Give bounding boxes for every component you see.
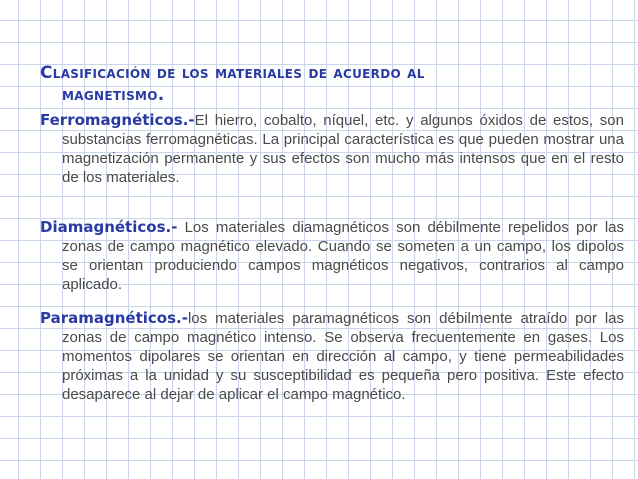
term-paramagneticos: Paramagnéticos.- bbox=[40, 309, 188, 327]
text-ferromagneticos: El hierro, cobalto, níquel, etc. y algunos óxidos de estos, son substancias ferromagnéticas. La principal característica es que pueden mostrar una magnetización permanente y sus efectos son mucho más intensos que en el resto de los materiales. bbox=[62, 112, 624, 186]
slide-title bbox=[40, 62, 610, 106]
title-line-2: magnetismo. bbox=[62, 85, 165, 105]
paragraph-diamagneticos bbox=[40, 218, 624, 294]
text-paramagneticos: los materiales paramagnéticos son débilmente atraído por las zonas de campo magnético intenso. Se observa frecuentemente en gases. Los momentos dipolares se orientan en dirección al campo, y tiene permeabilidades próximas a la unidad y su susceptibilidad es pequeña pero positiva. Este efecto desaparece al dejar de aplicar el campo magnético. bbox=[62, 310, 624, 403]
paragraph-paramagneticos bbox=[40, 309, 624, 404]
title-line-1: Clasificación de los materiales de acuerdo al bbox=[40, 63, 425, 83]
paragraph-ferromagneticos bbox=[40, 111, 624, 187]
term-ferromagneticos: Ferromagnéticos.- bbox=[40, 111, 195, 129]
term-diamagneticos: Diamagnéticos.- bbox=[40, 218, 178, 236]
text-diamagneticos: Los materiales diamagnéticos son débilmente repelidos por las zonas de campo magnético elevado. Cuando se someten a un campo, los dipolos se orientan produciendo campos magnéticos negativos, contrarios al campo aplicado. bbox=[62, 219, 624, 293]
